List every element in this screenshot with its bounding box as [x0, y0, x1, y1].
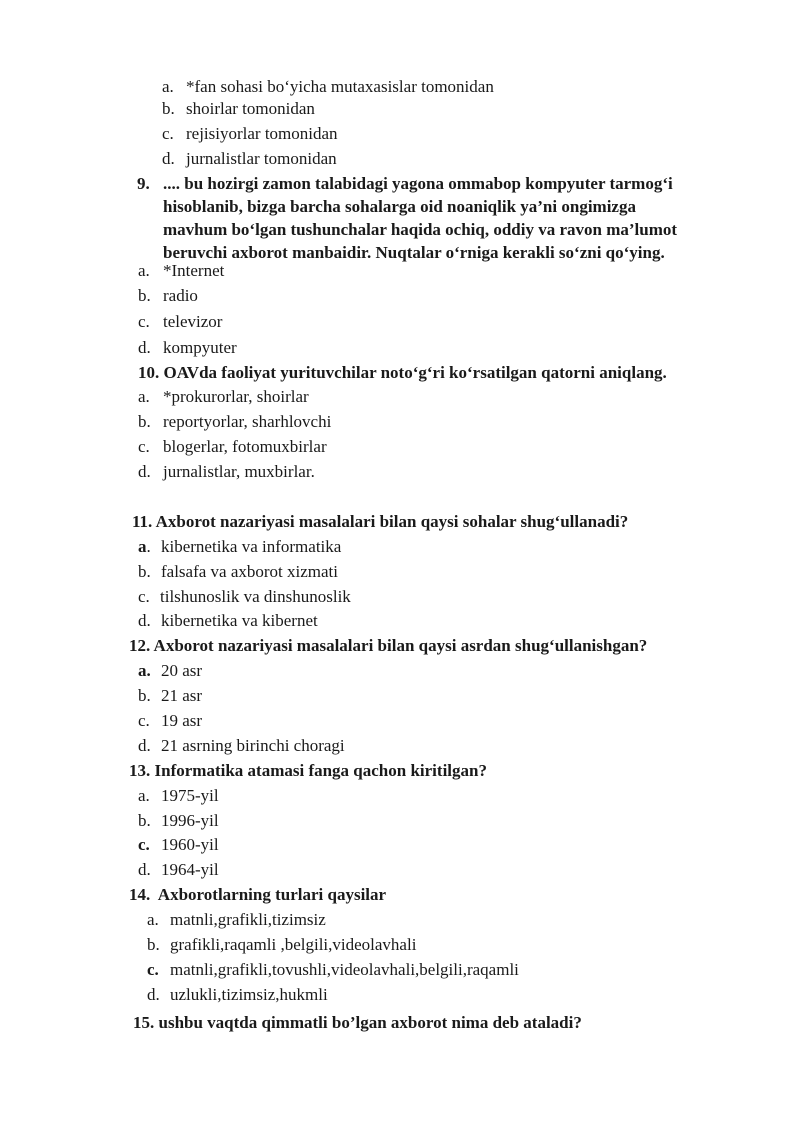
question-9-line-4: beruvchi axborot manbaidir. Nuqtalar o‘rniga kerakli so‘zni qo‘ying.	[163, 243, 665, 262]
option-letter-dot: .	[146, 537, 151, 556]
option-8b	[162, 98, 315, 120]
question-9-number: 9.	[137, 174, 150, 193]
option-text: matnli,grafikli,tovushli,videolavhali,belgili,raqamli	[170, 960, 519, 979]
option-12b	[138, 685, 202, 707]
option-letter: d.	[162, 149, 175, 168]
option-11a	[138, 536, 341, 558]
option-text: 20 asr	[161, 661, 203, 680]
option-text: kompyuter	[163, 338, 237, 357]
option-text: 1996-yil	[161, 811, 219, 830]
option-letter: b.	[138, 562, 151, 581]
option-14b	[147, 934, 416, 956]
option-text: rejisiyorlar tomonidan	[186, 124, 338, 143]
option-text: *fan sohasi bo‘yicha mutaxasislar tomonidan	[186, 77, 494, 96]
option-text: 1960-yil	[161, 835, 219, 854]
option-text: jurnalistlar, muxbirlar.	[163, 462, 315, 481]
option-letter: c.	[147, 960, 159, 979]
question-9-line-1: .... bu hozirgi zamon talabidagi yagona ommabop kompyuter tarmog‘i	[163, 174, 673, 193]
option-letter: c.	[138, 711, 150, 730]
option-8a	[162, 76, 494, 98]
option-text: 1964-yil	[161, 860, 219, 879]
option-letter: a.	[147, 910, 159, 929]
option-letter: d.	[138, 462, 151, 481]
question-11: 11. Axborot nazariyasi masalalari bilan qaysi sohalar shug‘ullanadi?	[132, 512, 629, 531]
question-9-line-2: hisoblanib, bizga barcha sohalarga oid noaniqlik ya’ni ongimizga	[163, 197, 636, 216]
option-letter: d.	[138, 860, 151, 879]
option-text: blogerlar, fotomuxbirlar	[163, 437, 327, 456]
option-text: radio	[163, 286, 198, 305]
option-10d	[138, 461, 315, 483]
option-11c	[138, 586, 351, 608]
option-letter: b.	[138, 412, 151, 431]
option-9a	[138, 260, 224, 282]
option-text: jurnalistlar tomonidan	[186, 149, 337, 168]
option-11d	[138, 610, 318, 632]
option-text: 21 asrning birinchi choragi	[161, 736, 345, 755]
option-text: 1975-yil	[161, 786, 219, 805]
option-10b	[138, 411, 331, 433]
option-text: televizor	[163, 312, 223, 331]
option-text: *Internet	[163, 261, 225, 280]
option-letter: a.	[138, 661, 151, 680]
option-text: matnli,grafikli,tizimsiz	[170, 910, 326, 929]
question-10: 10. OAVda faoliyat yurituvchilar noto‘g‘ri ko‘rsatilgan qatorni aniqlang.	[138, 363, 667, 382]
question-14: 14. Axborotlarning turlari qaysilar	[129, 885, 387, 904]
option-text: kibernetika va informatika	[161, 537, 342, 556]
option-letter: a.	[138, 261, 150, 280]
question-13: 13. Informatika atamasi fanga qachon kiritilgan?	[129, 761, 487, 780]
option-9b	[138, 285, 198, 307]
option-letter: c.	[138, 835, 150, 854]
option-14c	[147, 959, 519, 981]
option-text: falsafa va axborot xizmati	[161, 562, 339, 581]
option-12d	[138, 735, 345, 757]
option-letter: d.	[138, 611, 151, 630]
option-letter: d.	[138, 736, 151, 755]
option-12a	[138, 660, 202, 682]
option-text: *prokurorlar, shoirlar	[163, 387, 309, 406]
option-letter: a.	[162, 77, 174, 96]
option-10c	[138, 436, 327, 458]
option-text: shoirlar tomonidan	[186, 99, 315, 118]
option-letter: c.	[138, 437, 150, 456]
option-letter: d.	[138, 338, 151, 357]
question-9-line-3: mavhum bo‘lgan tushunchalar haqida ochiq, oddiy va ravon ma’lumot	[163, 220, 678, 239]
option-9c	[138, 311, 222, 333]
option-10a	[138, 386, 309, 408]
option-text: kibernetika va kibernet	[161, 611, 318, 630]
option-letter: a	[138, 537, 147, 556]
option-letter: a.	[138, 387, 150, 406]
option-13a	[138, 785, 219, 807]
option-letter: b.	[138, 686, 151, 705]
option-letter: b.	[138, 811, 151, 830]
option-13b	[138, 810, 219, 832]
option-text: 19 asr	[161, 711, 203, 730]
option-13c	[138, 834, 219, 856]
option-letter: c.	[138, 587, 150, 606]
option-12c	[138, 710, 202, 732]
option-14a	[147, 909, 326, 931]
option-text: reportyorlar, sharhlovchi	[163, 412, 332, 431]
option-text: 21 asr	[161, 686, 203, 705]
option-text: tilshunoslik va dinshunoslik	[160, 587, 351, 606]
option-13d	[138, 859, 219, 881]
option-letter: d.	[147, 985, 160, 1004]
option-letter: b.	[162, 99, 175, 118]
option-11b	[138, 561, 338, 583]
question-15: 15. ushbu vaqtda qimmatli bo’lgan axborot nima deb ataladi?	[133, 1013, 582, 1032]
option-letter: a.	[138, 786, 150, 805]
option-9d	[138, 337, 237, 359]
option-letter: c.	[138, 312, 150, 331]
option-letter: c.	[162, 124, 174, 143]
option-8d	[162, 148, 337, 170]
question-12: 12. Axborot nazariyasi masalalari bilan qaysi asrdan shug‘ullanishgan?	[129, 636, 648, 655]
option-14d	[147, 984, 328, 1006]
option-text: uzlukli,tizimsiz,hukmli	[170, 985, 328, 1004]
option-letter: b.	[138, 286, 151, 305]
option-letter: b.	[147, 935, 160, 954]
option-text: grafikli,raqamli ,belgili,videolavhali	[170, 935, 417, 954]
option-8c	[162, 123, 338, 145]
